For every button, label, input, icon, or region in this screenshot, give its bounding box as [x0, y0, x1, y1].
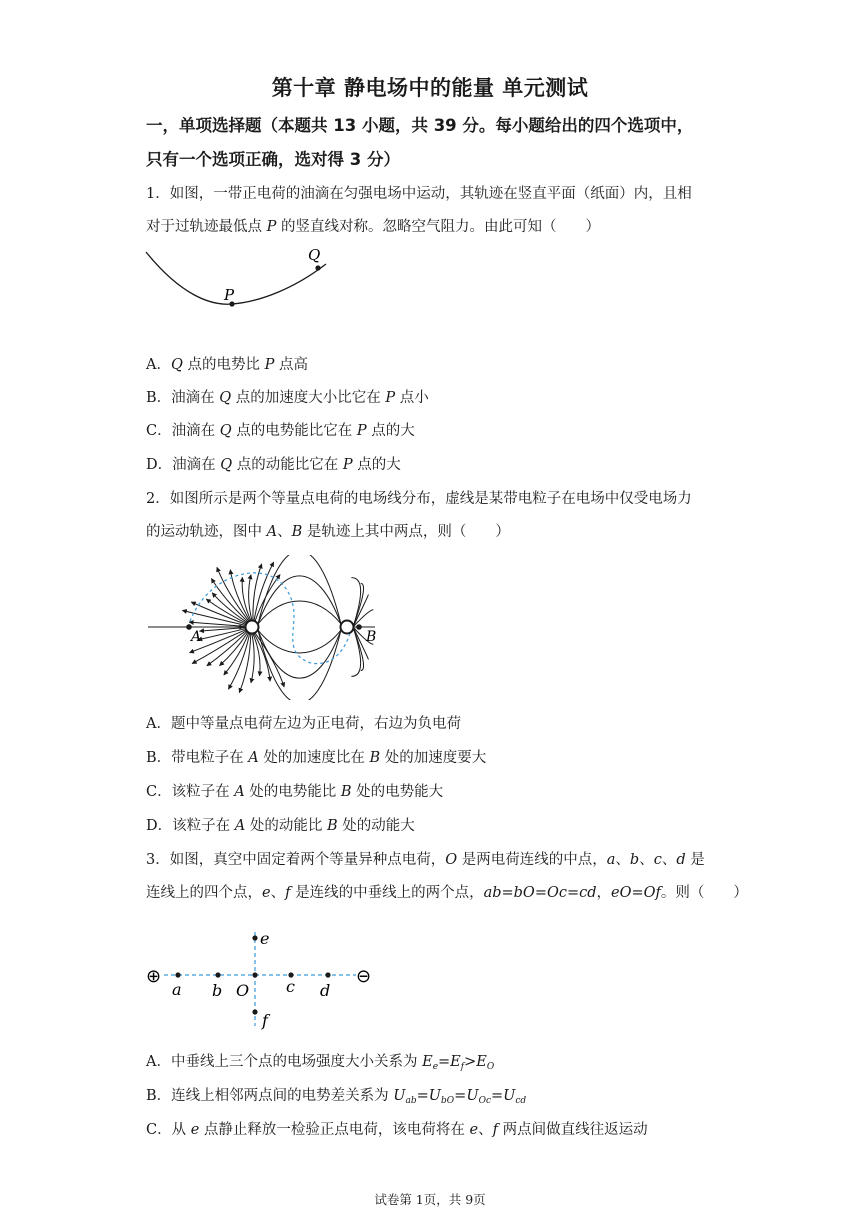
q3-label-d: d — [320, 981, 331, 1000]
q2-point-a-label: A — [191, 629, 202, 645]
q1-trajectory-figure — [140, 244, 340, 316]
q3-option-a[interactable]: A．中垂线上三个点的电场强度大小关系为 $E_e=E_f>E_O$ — [146, 1054, 495, 1072]
q2-stem-line-1: 2．如图所示是两个等量点电荷的电场线分布，虚线是某带电粒子在电场中仅受电场力 — [146, 491, 692, 507]
q2-field-line-between — [258, 630, 341, 700]
q2-option-b[interactable]: B．带电粒子在 A 处的加速度比在 B 处的加速度要大 — [146, 750, 487, 766]
q3-label-f: f — [262, 1011, 268, 1030]
q1-point-q-dot — [315, 265, 320, 270]
q2-field-line-left — [220, 633, 248, 666]
q2-option-c[interactable]: C．该粒子在 A 处的电势能比 B 处的电势能大 — [146, 784, 444, 800]
q2-field-line-between — [258, 630, 341, 653]
q3-charges-figure — [140, 922, 390, 1034]
q3-option-c[interactable]: C．从 e 点静止释放一检验正点电荷，该电荷将在 e、f 两点间做直线往返运动 — [146, 1122, 648, 1138]
q3-dot-o — [252, 972, 257, 977]
q3-label-o: O — [236, 981, 250, 1000]
section-heading-line-2: 只有一个选项正确，选对得 3 分） — [146, 150, 400, 169]
q1-option-a[interactable]: A．Q 点的电势比 P 点高 — [146, 357, 308, 373]
q3-label-b: b — [212, 981, 223, 1000]
q3-dot-e — [252, 935, 257, 940]
q2-point-b-dot — [356, 624, 362, 630]
q3-label-a: a — [172, 980, 182, 999]
q3-dot-f — [252, 1009, 257, 1014]
q3-stem-line-2: 连线上的四个点，e、f 是连线的中垂线上的两个点，ab=bO=Oc=cd，eO=Of。则（ ） — [146, 885, 748, 901]
q2-option-a[interactable]: A．题中等量点电荷左边为正电荷，右边为负电荷 — [146, 716, 461, 732]
q3-dot-d — [325, 972, 330, 977]
q2-field-line-left — [189, 622, 245, 626]
q3-label-c: c — [286, 977, 295, 996]
q3-stem-line-1: 3．如图，真空中固定着两个等量异种点电荷，O 是两电荷连线的中点，a、b、c、d 是 — [146, 852, 705, 868]
q3-dot-a — [175, 972, 180, 977]
q2-field-line-right — [353, 595, 368, 628]
q2-field-line-between — [258, 601, 341, 624]
q1-option-d[interactable]: D．油滴在 Q 点的动能比它在 P 点的大 — [146, 457, 401, 473]
q2-field-line-left — [217, 567, 249, 621]
q1-point-p-label: P — [224, 286, 235, 304]
q1-trajectory-curve — [146, 252, 326, 304]
page-title: 第十章 静电场中的能量 单元测试 — [271, 76, 589, 100]
page-footer: 试卷第 1页，共 9页 — [374, 1192, 486, 1207]
q2-field-lines-figure — [146, 555, 396, 700]
q2-field-line-left — [228, 634, 249, 690]
q1-option-c[interactable]: C．油滴在 Q 点的电势能比它在 P 点的大 — [146, 423, 415, 439]
q1-stem-line-2: 对于过轨迹最低点 P 的竖直线对称。忽略空气阻力。由此可知（ ） — [146, 219, 600, 235]
q1-option-b[interactable]: B．油滴在 Q 点的加速度大小比它在 P 点小 — [146, 390, 429, 406]
q2-stem-line-2: 的运动轨迹，图中 A、B 是轨迹上其中两点，则（ ） — [146, 524, 510, 540]
q3-label-e: e — [260, 929, 270, 948]
q2-field-line-left — [224, 633, 249, 675]
q1-stem-line-1: 1．如图，一带正电荷的油滴在匀强电场中运动，其轨迹在竖直平面（纸面）内，且相 — [146, 186, 692, 202]
q2-right-charge — [341, 621, 354, 634]
q2-option-d[interactable]: D．该粒子在 A 处的动能比 B 处的动能大 — [146, 818, 415, 834]
q2-field-line-left — [249, 575, 252, 620]
q3-option-b[interactable]: B．连线上相邻两点间的电势差关系为 $U_{ab}=U_{bO}=U_{Oc}=U_{cd}$ — [146, 1088, 527, 1106]
q3-dot-b — [215, 972, 220, 977]
q3-positive-charge: ⊕ — [146, 966, 162, 987]
section-heading-line-1: 一，单项选择题（本题共 13 小题，共 39 分。每小题给出的四个选项中， — [146, 116, 694, 135]
q2-point-b-label: B — [366, 629, 377, 645]
q2-left-charge — [246, 621, 259, 634]
q2-field-line-left — [251, 634, 254, 683]
q3-negative-charge: ⊖ — [356, 966, 372, 987]
q1-point-q-label: Q — [308, 246, 321, 264]
